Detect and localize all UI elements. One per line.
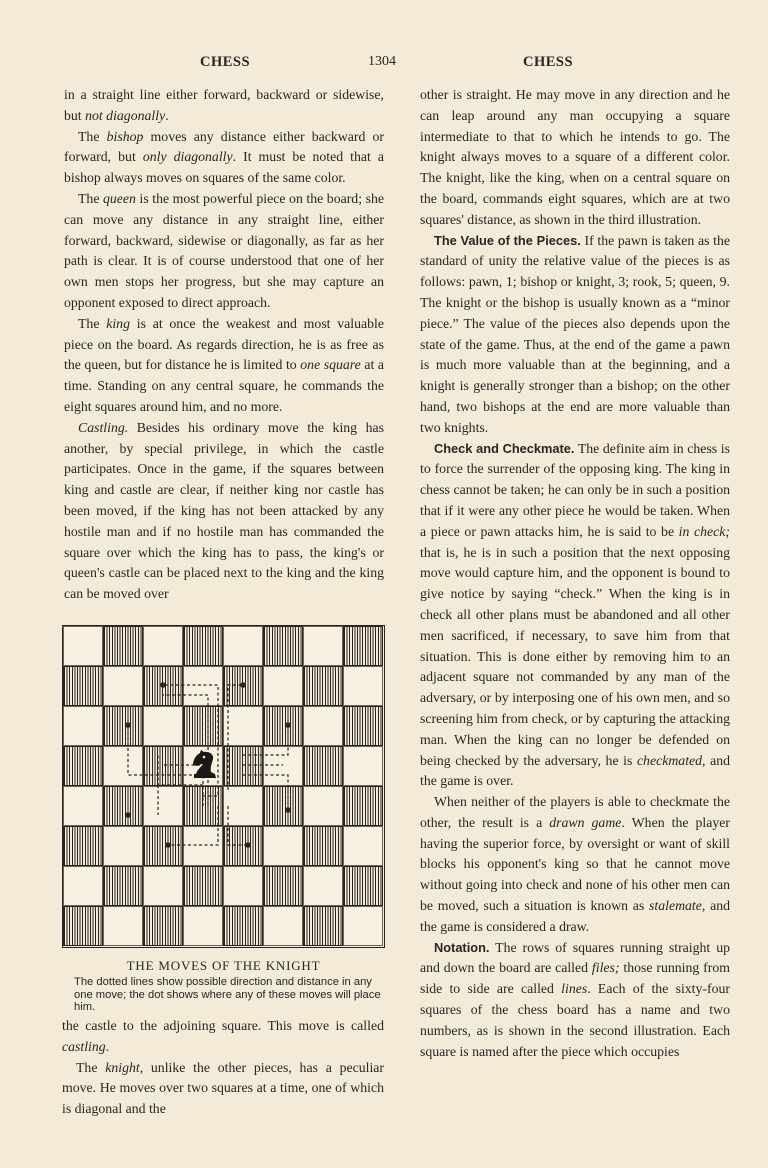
- paragraph-value-of-pieces: The Value of the Pieces. If the pawn is taken as the standard of unity the relative value of the pieces is as follows: pawn, 1; bishop or knight, 3; rook, 5; queen, 9. The knight or the bishop is usually known as a “minor piece.” The value of the pieces also depends upon the state of the game. Thus, at the end of the game a pawn is much more valuable than at the beginning, and a knight is generally stronger than a bishop; on the other hand, two bishops at the end are more valuable than two knights.: [420, 232, 730, 435]
- move-path-up-left-inner: [163, 695, 208, 805]
- target-dot: [285, 722, 291, 728]
- header-right-title: CHESS: [523, 54, 574, 70]
- figure-caption-text: The dotted lines show possible direction and distance in any one move; the dot shows where any of these moves will place him.: [74, 976, 381, 1014]
- target-dot: [240, 682, 246, 688]
- left-column: [64, 85, 384, 605]
- target-dot: [165, 842, 171, 848]
- paragraph-castling: Castling. Besides his ordinary move the king has another, by special privilege, in which the castle participates. Once in the game, if the squares between king and castle are clear, if neither king nor castle has been moved, if the king has not been attacked by any hostile man and if no hostile man has commanded the square over which the king has to pass, the king's or queen's castle can be placed next to the king and the king can be moved over: [64, 419, 384, 602]
- target-dot: [285, 807, 291, 813]
- section-heading: Check and Checkmate.: [434, 440, 575, 456]
- move-path-up-right: [228, 685, 243, 790]
- figure-title: THE MOVES OF THE KNIGHT: [126, 958, 321, 973]
- paragraph-queen: The queen is the most powerful piece on the board; she can move any distance in any straight line, either forward, backward, sidewise or diagonally, as far as her path is clear. It is of course understood that one of her own men stops her progress, but she may capture an opponent exposed to direct approach.: [64, 190, 384, 310]
- paragraph-castling-continued: the castle to the adjoining square. This move is called castling.: [62, 1018, 384, 1054]
- target-dot: [125, 812, 131, 818]
- move-path-left-far: [128, 725, 203, 775]
- paragraph-bishop: The bishop moves any distance either backward or forward, but only diagonally. It must be noted that a bishop always moves on squares of the same color.: [64, 128, 384, 186]
- knight-moves-diagram: [62, 625, 385, 948]
- target-dot: [125, 722, 131, 728]
- paragraph-notation: Notation. The rows of squares running straight up and down the board are called files; those running from side to side are called lines. Each of the sixty-four squares of the chess board has a name and two numbers, as is shown in the second illustration. Each square is named after the piece which occupies: [420, 939, 730, 1059]
- section-heading: Notation.: [434, 939, 490, 955]
- paragraph-check-checkmate: Check and Checkmate. The definite aim in chess is to force the surrender of the opposing king. The king in chess cannot be taken; he can only be in such a position that if it were any other piece he would be taken. When a piece or pawn attacks him, he is said to be in check; that is, he is in such a position that the next opposing move would capture him, and the opponent is bound to give notice by saying “check.” When the king is in check all other plans must be abandoned and all other men sacrificed, if necessary, to save him from that situation. This is done either by removing him to an adjacent square not commanded by any man of the adversary, or by interposing one of his own men, and so screening him from check, or by capturing the attacking man. When the king can no longer be defended on being checked by the adversary, he is checkmated, and the game is over.: [420, 440, 730, 789]
- target-dot: [160, 682, 166, 688]
- paragraph-drawn-game: When neither of the players is able to checkmate the other, the result is a drawn game. When the player having the superior force, by oversight or want of skill blocks his opponent's king so that he cannot move without going into check and none of his other men can be moved, such a situation is known as stalemate, and the game is considered a draw.: [420, 794, 730, 934]
- move-path-right-up: [243, 725, 288, 755]
- move-path-right-down: [243, 775, 288, 810]
- paragraph-knight: The knight, unlike the other pieces, has a peculiar move. He moves over two squares at a time, one of which is diagonal and the: [62, 1059, 385, 1117]
- left-column-bottom: [62, 1016, 384, 1120]
- figure-caption: [62, 958, 385, 1014]
- paragraph-rook-continued: in a straight line either forward, backward or sidewise, but not diagonally.: [64, 87, 384, 123]
- running-header: [0, 54, 768, 78]
- target-dot: [245, 842, 251, 848]
- move-path-down-left: [168, 806, 218, 845]
- header-left-title: CHESS: [200, 54, 251, 70]
- paragraph-knight-continued: other is straight. He may move in any direction and he can leap around any man occupying a square intermediate to that to which he intends to go. The knight always moves to a square of a different color. The knight, like the king, when on a central square on the board, commands eight squares, which are at two squares' distance, as shown in the third illustration.: [420, 87, 730, 227]
- right-column: [420, 85, 730, 1062]
- paragraph-king: The king is at once the weakest and most valuable piece on the board. As regards direction, he is as free as the queen, but for distance he is limited to one square at a time. Standing on any central square, he commands the eight squares around him, and no more.: [64, 315, 385, 414]
- knight-move-lines: [62, 625, 385, 948]
- move-path-up-left-far: [163, 685, 218, 796]
- page-number: 1304: [368, 54, 396, 69]
- section-heading: The Value of the Pieces.: [434, 232, 581, 248]
- knight-icon: [193, 750, 216, 778]
- move-path-down-right: [228, 806, 248, 845]
